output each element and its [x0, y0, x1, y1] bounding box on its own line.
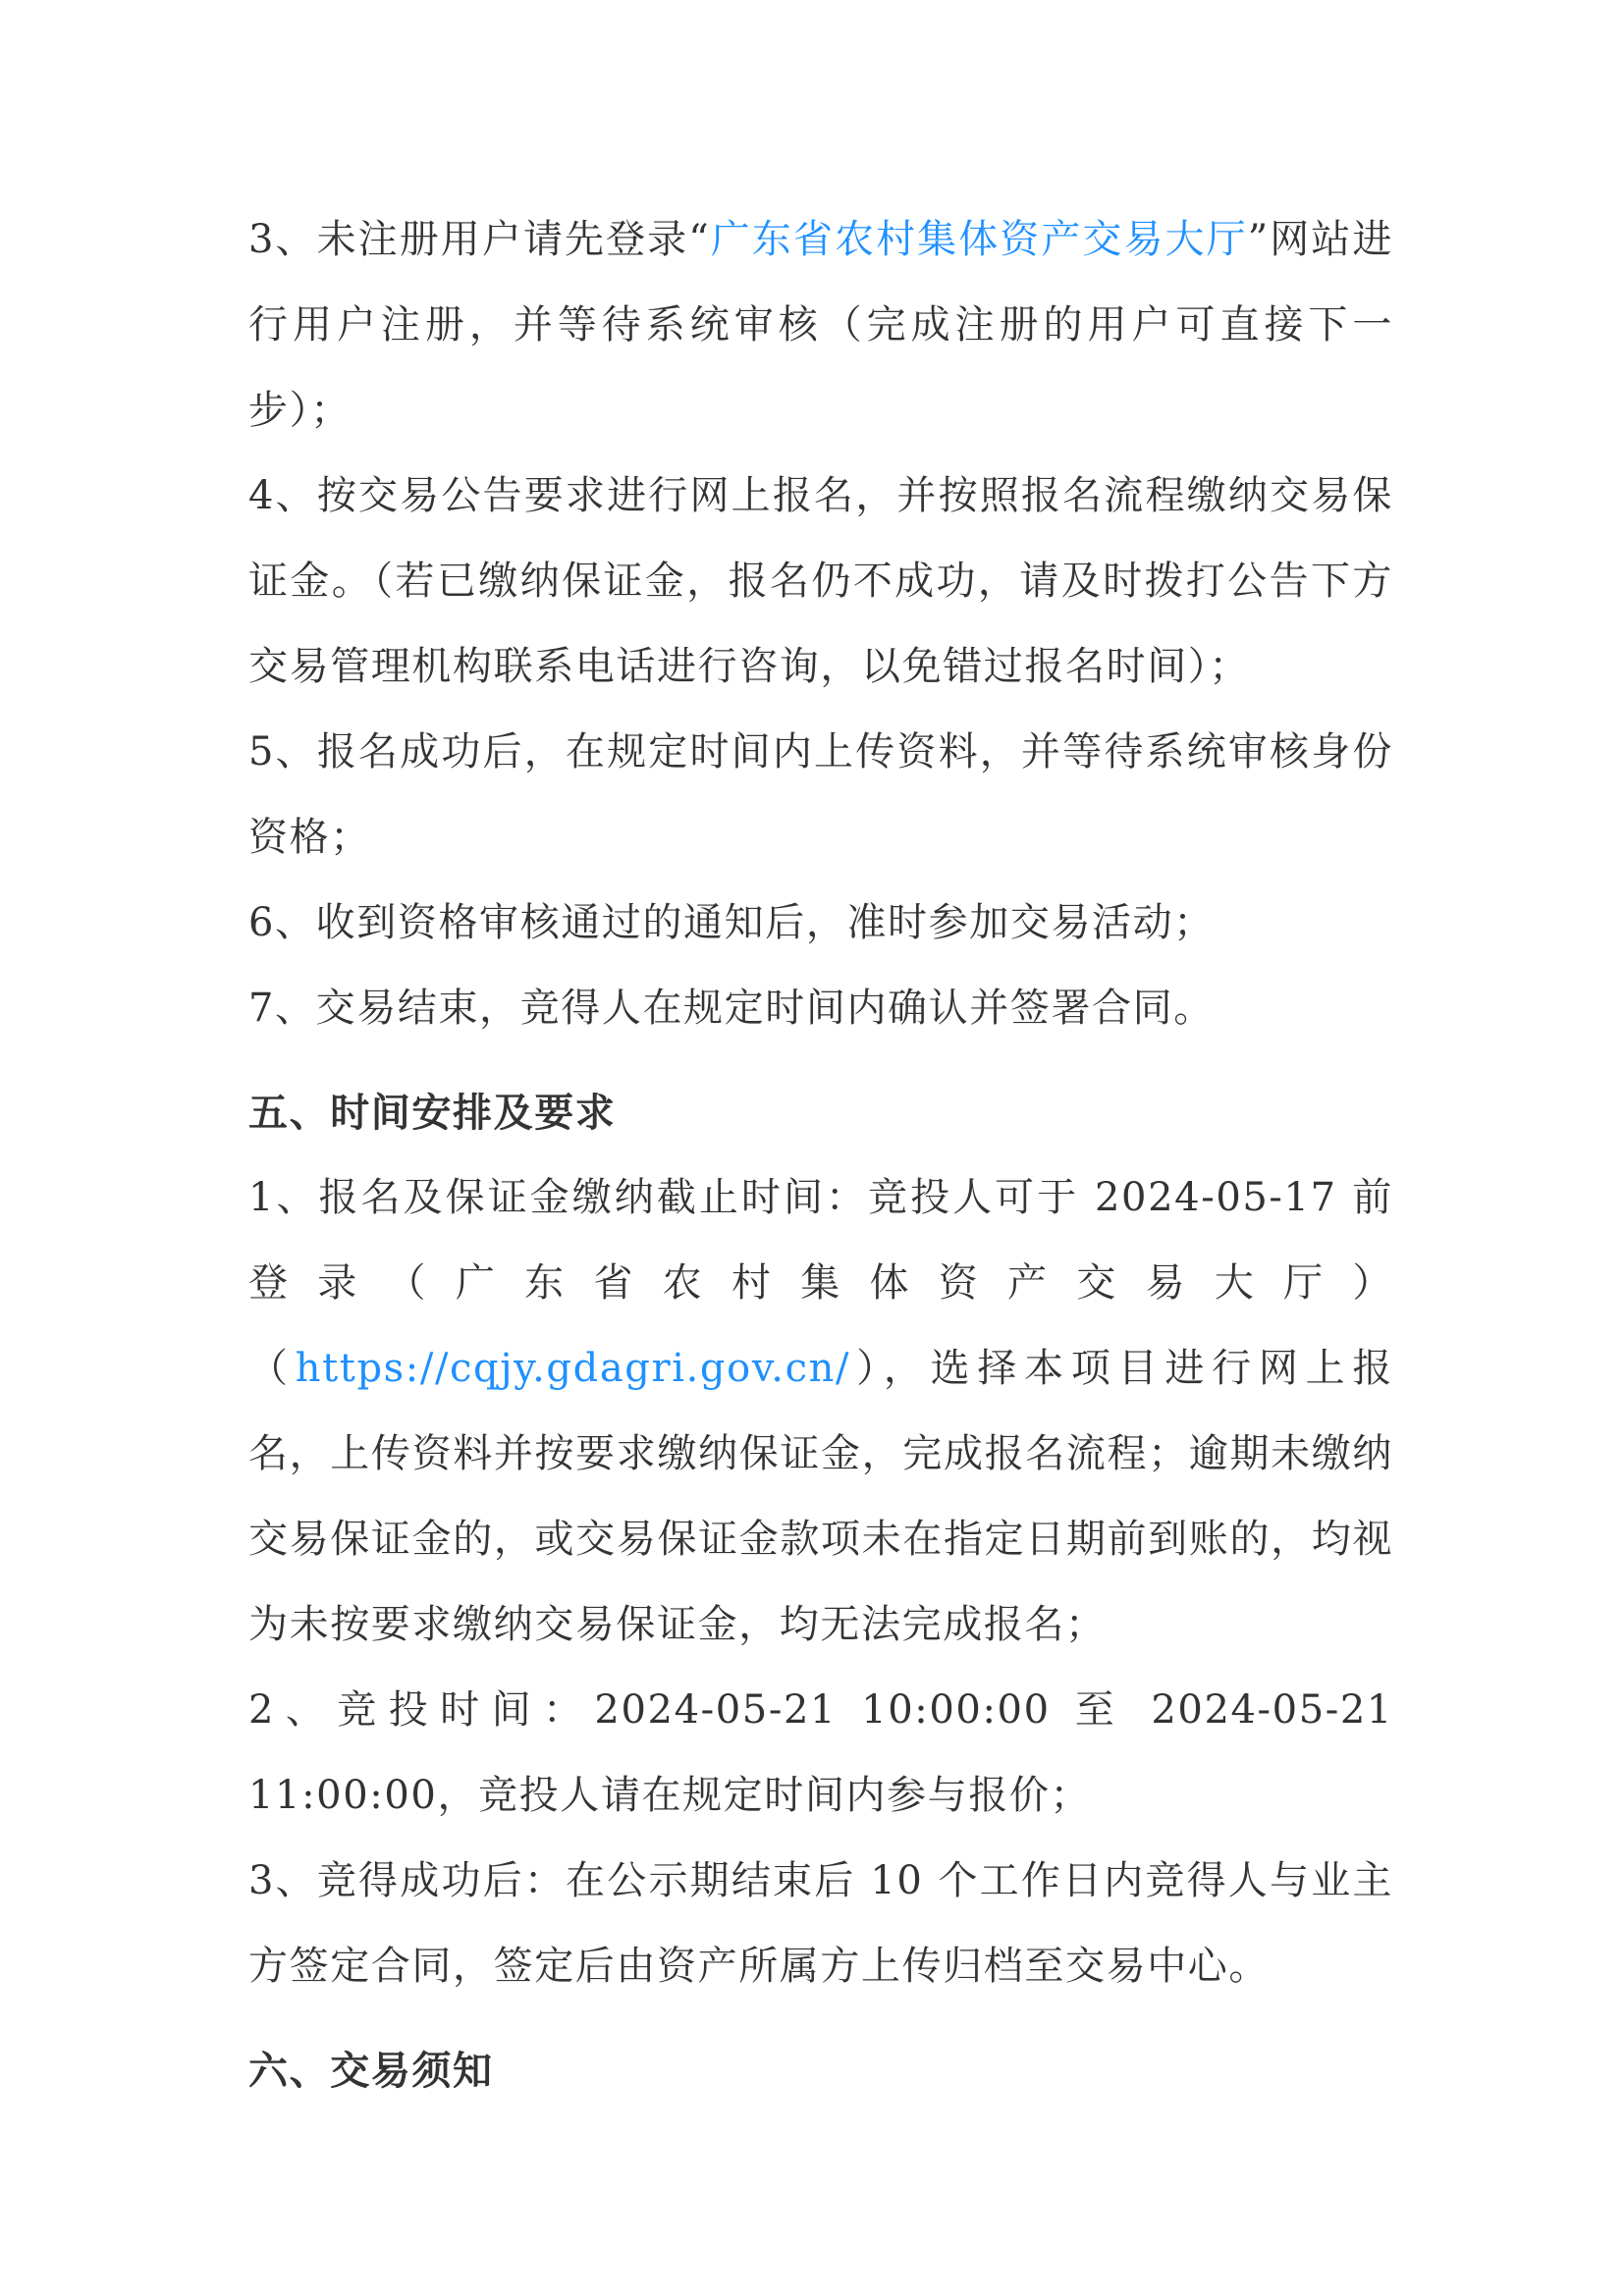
step-7: 7、交易结束，竞得人在规定时间内确认并签署合同。	[248, 986, 1215, 1031]
website-url-link[interactable]: https://cqjy.gdagri.gov.cn/	[295, 1346, 851, 1391]
step-5: 5、报名成功后，在规定时间内上传资料，并等待系统审核身份资格；	[248, 729, 1393, 860]
schedule-item-1	[248, 1155, 1393, 1668]
step-4: 4、按交易公告要求进行网上报名，并按照报名流程缴纳交易保证金。（若已缴纳保证金，报名仍不成功，请及时拨打公告下方交易管理机构联系电话进行咨询，以免错过报名时间）；	[248, 473, 1393, 689]
section-5-heading: 五、时间安排及要求	[248, 1090, 617, 1136]
document-body	[248, 197, 1393, 2113]
step-3	[248, 197, 1393, 454]
schedule-item-1-text-end: ），选择本项目进行网上报名，上传资料并按要求缴纳保证金，完成报名流程；逾期未缴纳交易保证金的，或交易保证金款项未在指定日期前到账的，均视为未按要求缴纳交易保证金，均无法完成报名；	[248, 1346, 1393, 1647]
schedule-item-1-text: 1、报名及保证金缴纳截止时间：竞投人可于 2024-05-17 前登录（广东省农村集体资产交易大厅）（	[248, 1175, 1393, 1391]
schedule-item-3: 3、竞得成功后：在公示期结束后 10 个工作日内竞得人与业主方签定合同，签定后由资产所属方上传归档至交易中心。	[248, 1858, 1393, 1989]
trading-hall-link[interactable]: 广东省农村集体资产交易大厅	[710, 217, 1248, 262]
schedule-item-2: 2、竞投时间：2024-05-21 10:00:00 至 2024-05-21 11:00:00，竞投人请在规定时间内参与报价；	[248, 1687, 1393, 1818]
step-3-text-end: ”网站进行用户注册，并等待系统审核（完成注册的用户可直接下一步）；	[248, 217, 1393, 433]
step-6: 6、收到资格审核通过的通知后，准时参加交易活动；	[248, 900, 1215, 945]
step-3-text: 3、未注册用户请先登录“	[248, 217, 711, 262]
section-6-heading: 六、交易须知	[248, 2048, 494, 2094]
